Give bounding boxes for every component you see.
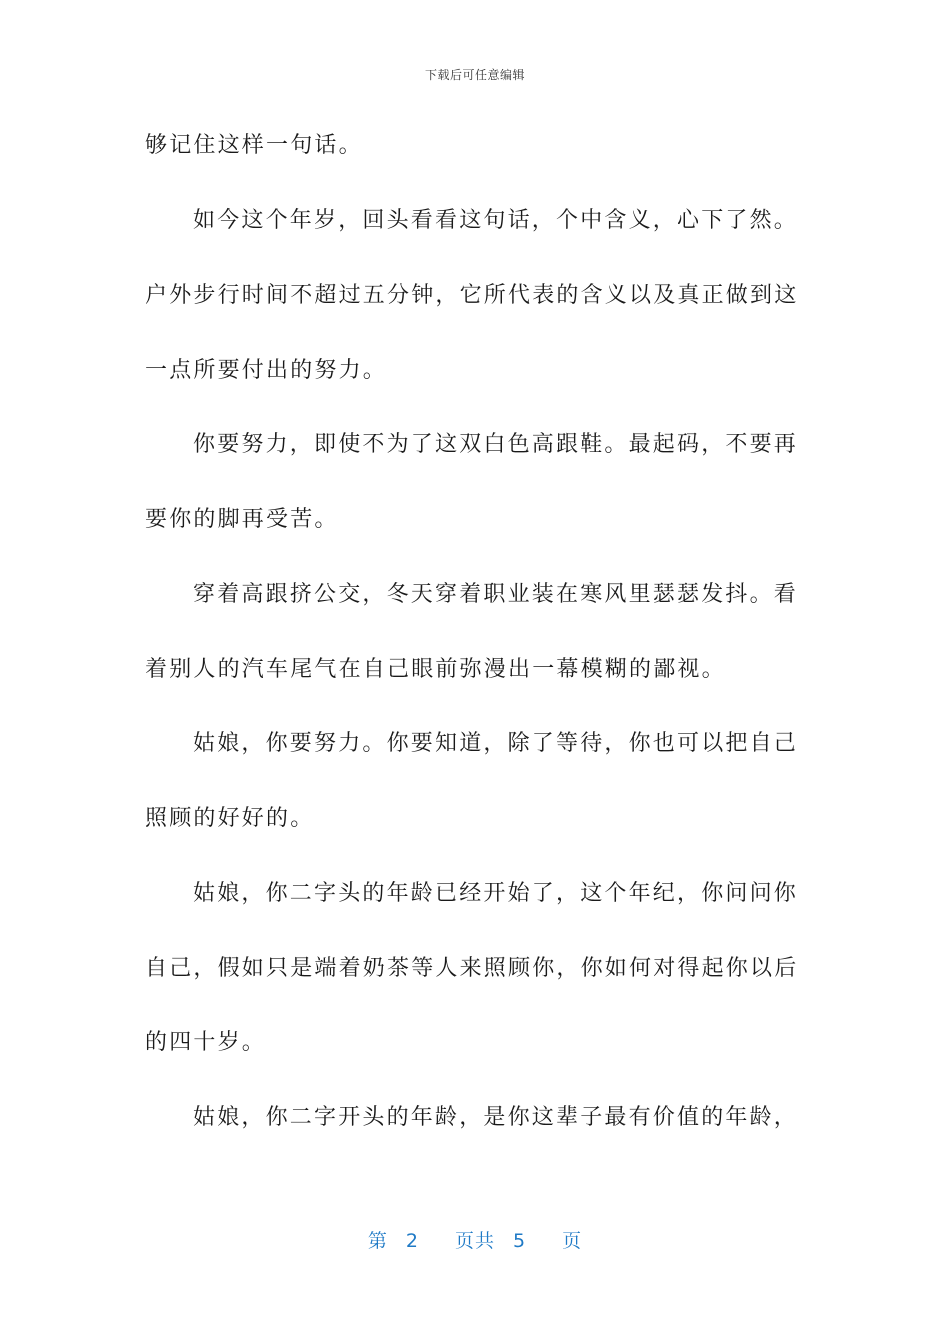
text-line: 的四十岁。 bbox=[145, 1030, 267, 1055]
text-line: 着别人的汽车尾气在自己眼前弥漫出一幕模糊的鄙视。 bbox=[145, 657, 726, 682]
page-footer bbox=[0, 1226, 950, 1253]
footer-middle: 页共 bbox=[454, 1230, 495, 1252]
text-line: 姑娘，你二字头的年龄已经开始了，这个年纪，你问问你 bbox=[193, 881, 799, 906]
text-line: 户外步行时间不超过五分钟，它所代表的含义以及真正做到这 bbox=[145, 283, 799, 308]
text-line: 如今这个年岁，回头看看这句话，个中含义，心下了然。 bbox=[193, 208, 799, 233]
text-line: 你要努力，即使不为了这双白色高跟鞋。最起码，不要再 bbox=[193, 432, 799, 457]
total-pages: 5 bbox=[513, 1230, 527, 1252]
text-line: 照顾的好好的。 bbox=[145, 806, 315, 831]
text-line: 一点所要付出的努力。 bbox=[145, 358, 388, 383]
text-line: 姑娘，你要努力。你要知道，除了等待，你也可以把自己 bbox=[193, 731, 799, 756]
text-line: 自己，假如只是端着奶茶等人来照顾你，你如何对得起你以后 bbox=[145, 956, 799, 981]
text-line: 够记住这样一句话。 bbox=[145, 133, 363, 158]
footer-suffix: 页 bbox=[562, 1230, 583, 1252]
page-number: 2 bbox=[405, 1230, 419, 1252]
text-line: 要你的脚再受苦。 bbox=[145, 507, 339, 532]
footer-prefix: 第 bbox=[367, 1230, 388, 1252]
text-line: 穿着高跟挤公交，冬天穿着职业装在寒风里瑟瑟发抖。看 bbox=[193, 582, 799, 607]
text-line: 姑娘，你二字开头的年龄，是你这辈子最有价值的年龄， bbox=[193, 1105, 799, 1130]
page-header: 下载后可任意编辑 bbox=[424, 68, 525, 82]
